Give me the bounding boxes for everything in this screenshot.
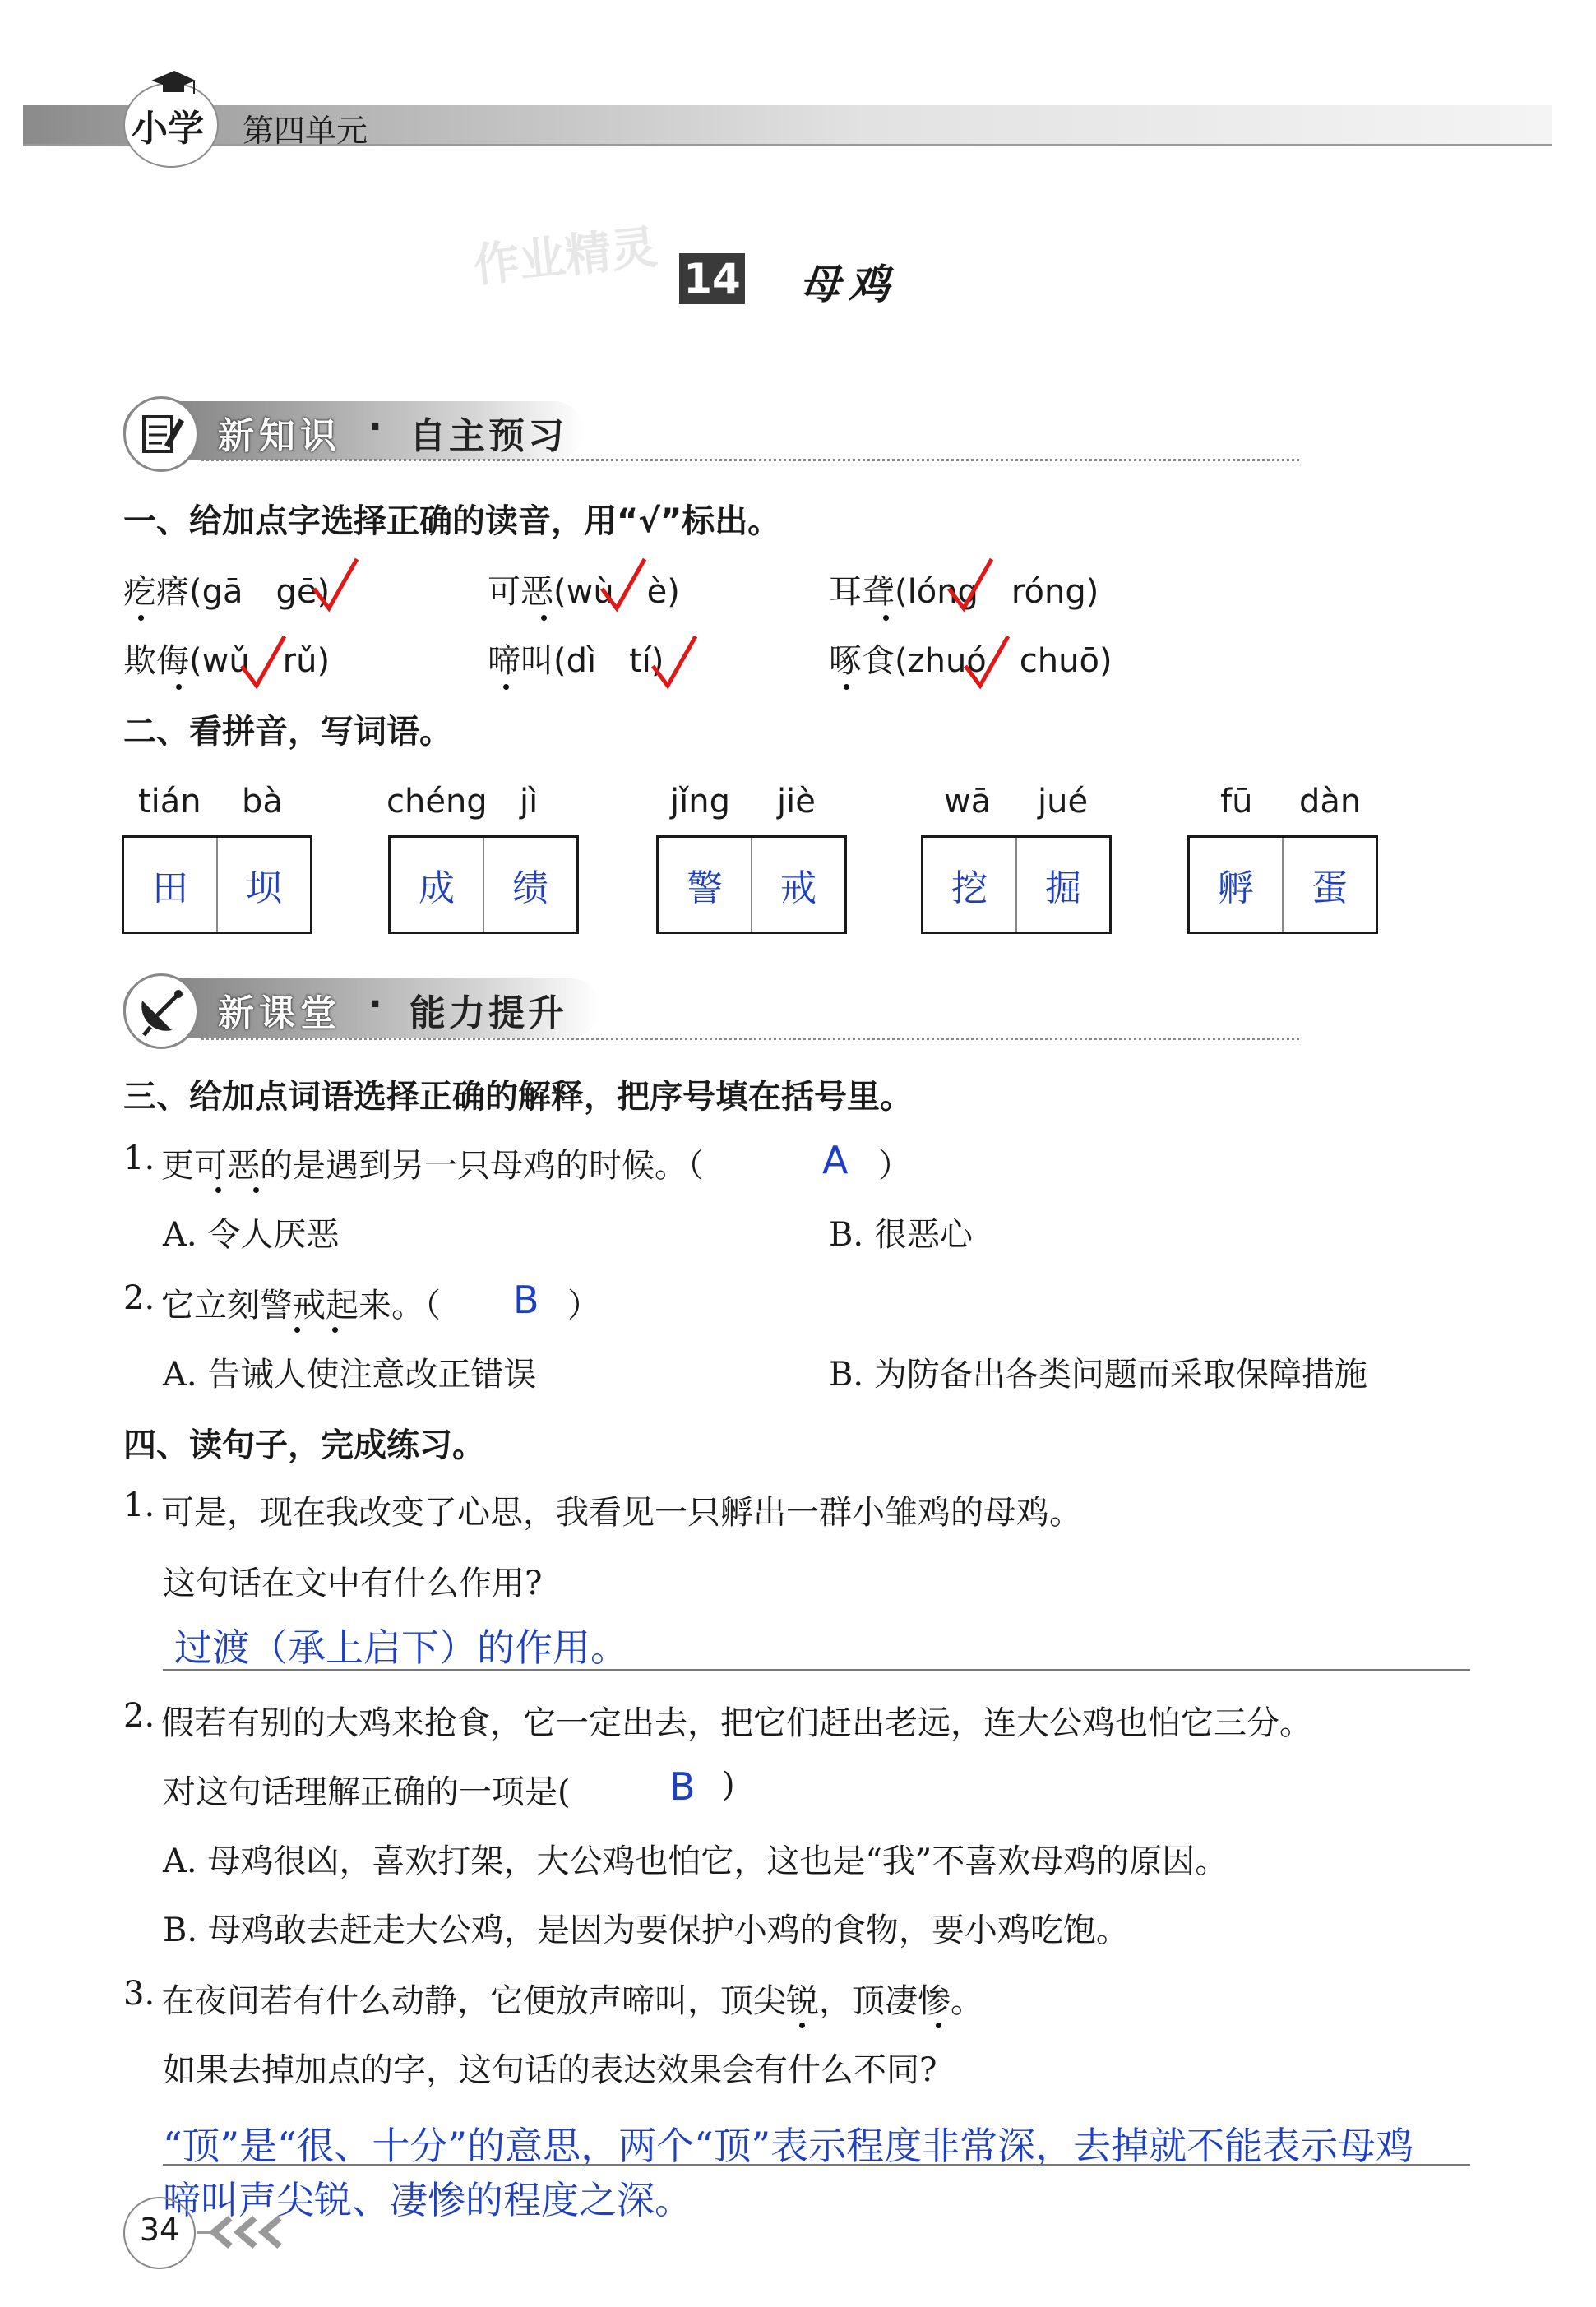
item-sentence: 在夜间若有什么动静，它便放声啼叫，顶尖锐，顶凄惨。	[161, 1982, 983, 2020]
section-subtitle: 能力提升	[409, 992, 567, 1034]
word-box	[1187, 835, 1378, 934]
emphasis-dot	[215, 1187, 221, 1193]
section-subtitle: 自主预习	[409, 415, 567, 457]
emphasis-dot	[503, 684, 509, 690]
emphasis-dot	[253, 1187, 259, 1193]
choice-answer: B	[669, 1764, 696, 1809]
emphasis-dot	[294, 1327, 300, 1333]
option-b: B. 母鸡敢去赶走大公鸡，是因为要保护小鸡的食物，要小鸡吃饱。	[163, 1912, 1129, 1949]
answer-char: 田	[152, 867, 188, 909]
section-separator: ·	[368, 983, 386, 1025]
pinyin-choice-2: 可恶(wù è)	[488, 573, 680, 611]
choice-answer: A	[822, 1138, 849, 1182]
item-number: 3.	[123, 1975, 155, 2013]
checkmark-icon	[311, 556, 360, 613]
item-question: 如果去掉加点的字，这句话的表达效果会有什么不同?	[163, 2051, 937, 2089]
emphasis-dot	[138, 615, 144, 621]
chevron-left-icon	[197, 2212, 312, 2253]
pinyin-syllable: wā	[944, 783, 992, 821]
word-box	[122, 835, 312, 934]
option-a: A. 母鸡很凶，喜欢打架，大公鸡也怕它，这也是“我”不喜欢母鸡的原因。	[163, 1842, 1228, 1880]
emphasis-dot	[332, 1327, 338, 1333]
graduation-cap-icon	[148, 69, 197, 97]
item-sentence: 假若有别的大鸡来抢食，它一定出去，把它们赶出老远，连大公鸡也怕它三分。	[161, 1704, 1312, 1742]
item-number: 1.	[123, 1486, 155, 1524]
emphasis-dot	[883, 615, 889, 621]
pinyin-syllable: jǐng	[670, 783, 730, 821]
word-box	[388, 835, 579, 934]
checkmark-icon	[946, 556, 995, 613]
pinyin-syllable: tián	[138, 783, 201, 821]
emphasis-dot	[844, 684, 849, 690]
section-dotted-rule	[201, 459, 1299, 461]
pinyin-syllable: jué	[1038, 783, 1089, 821]
emphasis-dot	[541, 615, 547, 621]
item-number: 2.	[123, 1279, 155, 1317]
item-number: 1.	[123, 1140, 155, 1177]
checkmark-icon	[238, 633, 288, 691]
choice-answer: B	[513, 1278, 539, 1322]
item-text: 它立刻警戒起来。（	[161, 1287, 441, 1325]
option-b: B. 很恶心	[829, 1216, 973, 1254]
unit-title: 第四单元	[243, 113, 368, 149]
written-answer: 过渡（承上启下）的作用。	[174, 1625, 628, 1670]
question-1-title: 一、给加点字选择正确的读音，用“√”标出。	[123, 502, 781, 540]
checkmark-icon	[599, 556, 648, 613]
checkmark-icon	[962, 633, 1011, 691]
pinyin-choice-1: 疙瘩(gā gē)	[123, 573, 331, 611]
item-question: 对这句话理解正确的一项是(	[163, 1773, 571, 1811]
logo-text: 小学	[132, 108, 204, 150]
section-dotted-rule	[201, 1038, 1299, 1040]
answer-char: 孵	[1218, 867, 1254, 909]
pinyin-syllable: jiè	[777, 783, 816, 821]
answer-line	[163, 1669, 1470, 1671]
pinyin-choice-3: 耳聋(lóng róng)	[829, 573, 1099, 611]
answer-char: 警	[687, 867, 723, 909]
pinyin-choice-6: 啄食(zhuó chuō)	[829, 642, 1113, 680]
answer-line	[163, 2164, 1470, 2166]
option-a: A. 令人厌恶	[163, 1216, 340, 1254]
answer-char: 戒	[751, 838, 844, 932]
pinyin-choice-5: 啼叫(dì tí)	[488, 642, 664, 680]
satellite-dish-icon	[123, 973, 199, 1049]
item-paren-close: ）	[878, 1147, 911, 1185]
answer-char: 挖	[951, 867, 988, 909]
pinyin-choice-4: 欺侮(wǔ rǔ)	[123, 642, 331, 680]
page-number: 34	[139, 2212, 180, 2248]
question-4-title: 四、读句子，完成练习。	[123, 1426, 485, 1464]
pinyin-syllable: fū	[1220, 783, 1253, 821]
item-text: 更可恶的是遇到另一只母鸡的时候。（	[161, 1147, 704, 1185]
checkmark-icon	[650, 633, 699, 691]
option-a: A. 告诫人使注意改正错误	[163, 1356, 537, 1394]
emphasis-dot	[176, 684, 182, 690]
emphasis-dot	[936, 2023, 941, 2028]
word-box	[656, 835, 847, 934]
lesson-number: 14	[679, 253, 745, 304]
answer-char: 掘	[1015, 838, 1109, 932]
section-label: 新知识	[218, 415, 341, 457]
option-b: B. 为防备出各类问题而采取保障措施	[829, 1356, 1367, 1394]
pinyin-syllable: bà	[242, 783, 283, 821]
item-number: 2.	[123, 1697, 155, 1735]
section-separator: ·	[368, 406, 386, 448]
watermark: 作业精灵	[470, 220, 660, 294]
pinyin-syllable: jì	[520, 783, 539, 821]
question-3-title: 三、给加点词语选择正确的解释，把序号填在括号里。	[123, 1078, 913, 1116]
item-sentence: 可是，现在我改变了心思，我看见一只孵出一群小雏鸡的母鸡。	[161, 1494, 1082, 1532]
item-question: 这句话在文中有什么作用?	[163, 1565, 543, 1602]
written-answer-line-2: 啼叫声尖锐、凄惨的程度之深。	[163, 2178, 692, 2222]
pinyin-syllable: dàn	[1299, 783, 1362, 821]
answer-char: 蛋	[1282, 838, 1376, 932]
lesson-title: 母鸡	[799, 260, 898, 308]
pinyin-syllable: chéng	[386, 783, 488, 821]
answer-char: 坝	[216, 838, 310, 932]
answer-char: 成	[419, 867, 455, 909]
word-box	[921, 835, 1112, 934]
section-label: 新课堂	[218, 992, 341, 1034]
written-answer-line-1: “顶”是“很、十分”的意思，两个“顶”表示程度非常深，去掉就不能表示母鸡	[163, 2124, 1414, 2168]
notebook-pencil-icon	[123, 396, 199, 472]
question-2-title: 二、看拼音，写词语。	[123, 713, 452, 751]
answer-char: 绩	[483, 838, 576, 932]
emphasis-dot	[799, 2023, 805, 2028]
item-paren-close: ）	[567, 1287, 600, 1325]
item-paren-close: )	[722, 1766, 735, 1804]
